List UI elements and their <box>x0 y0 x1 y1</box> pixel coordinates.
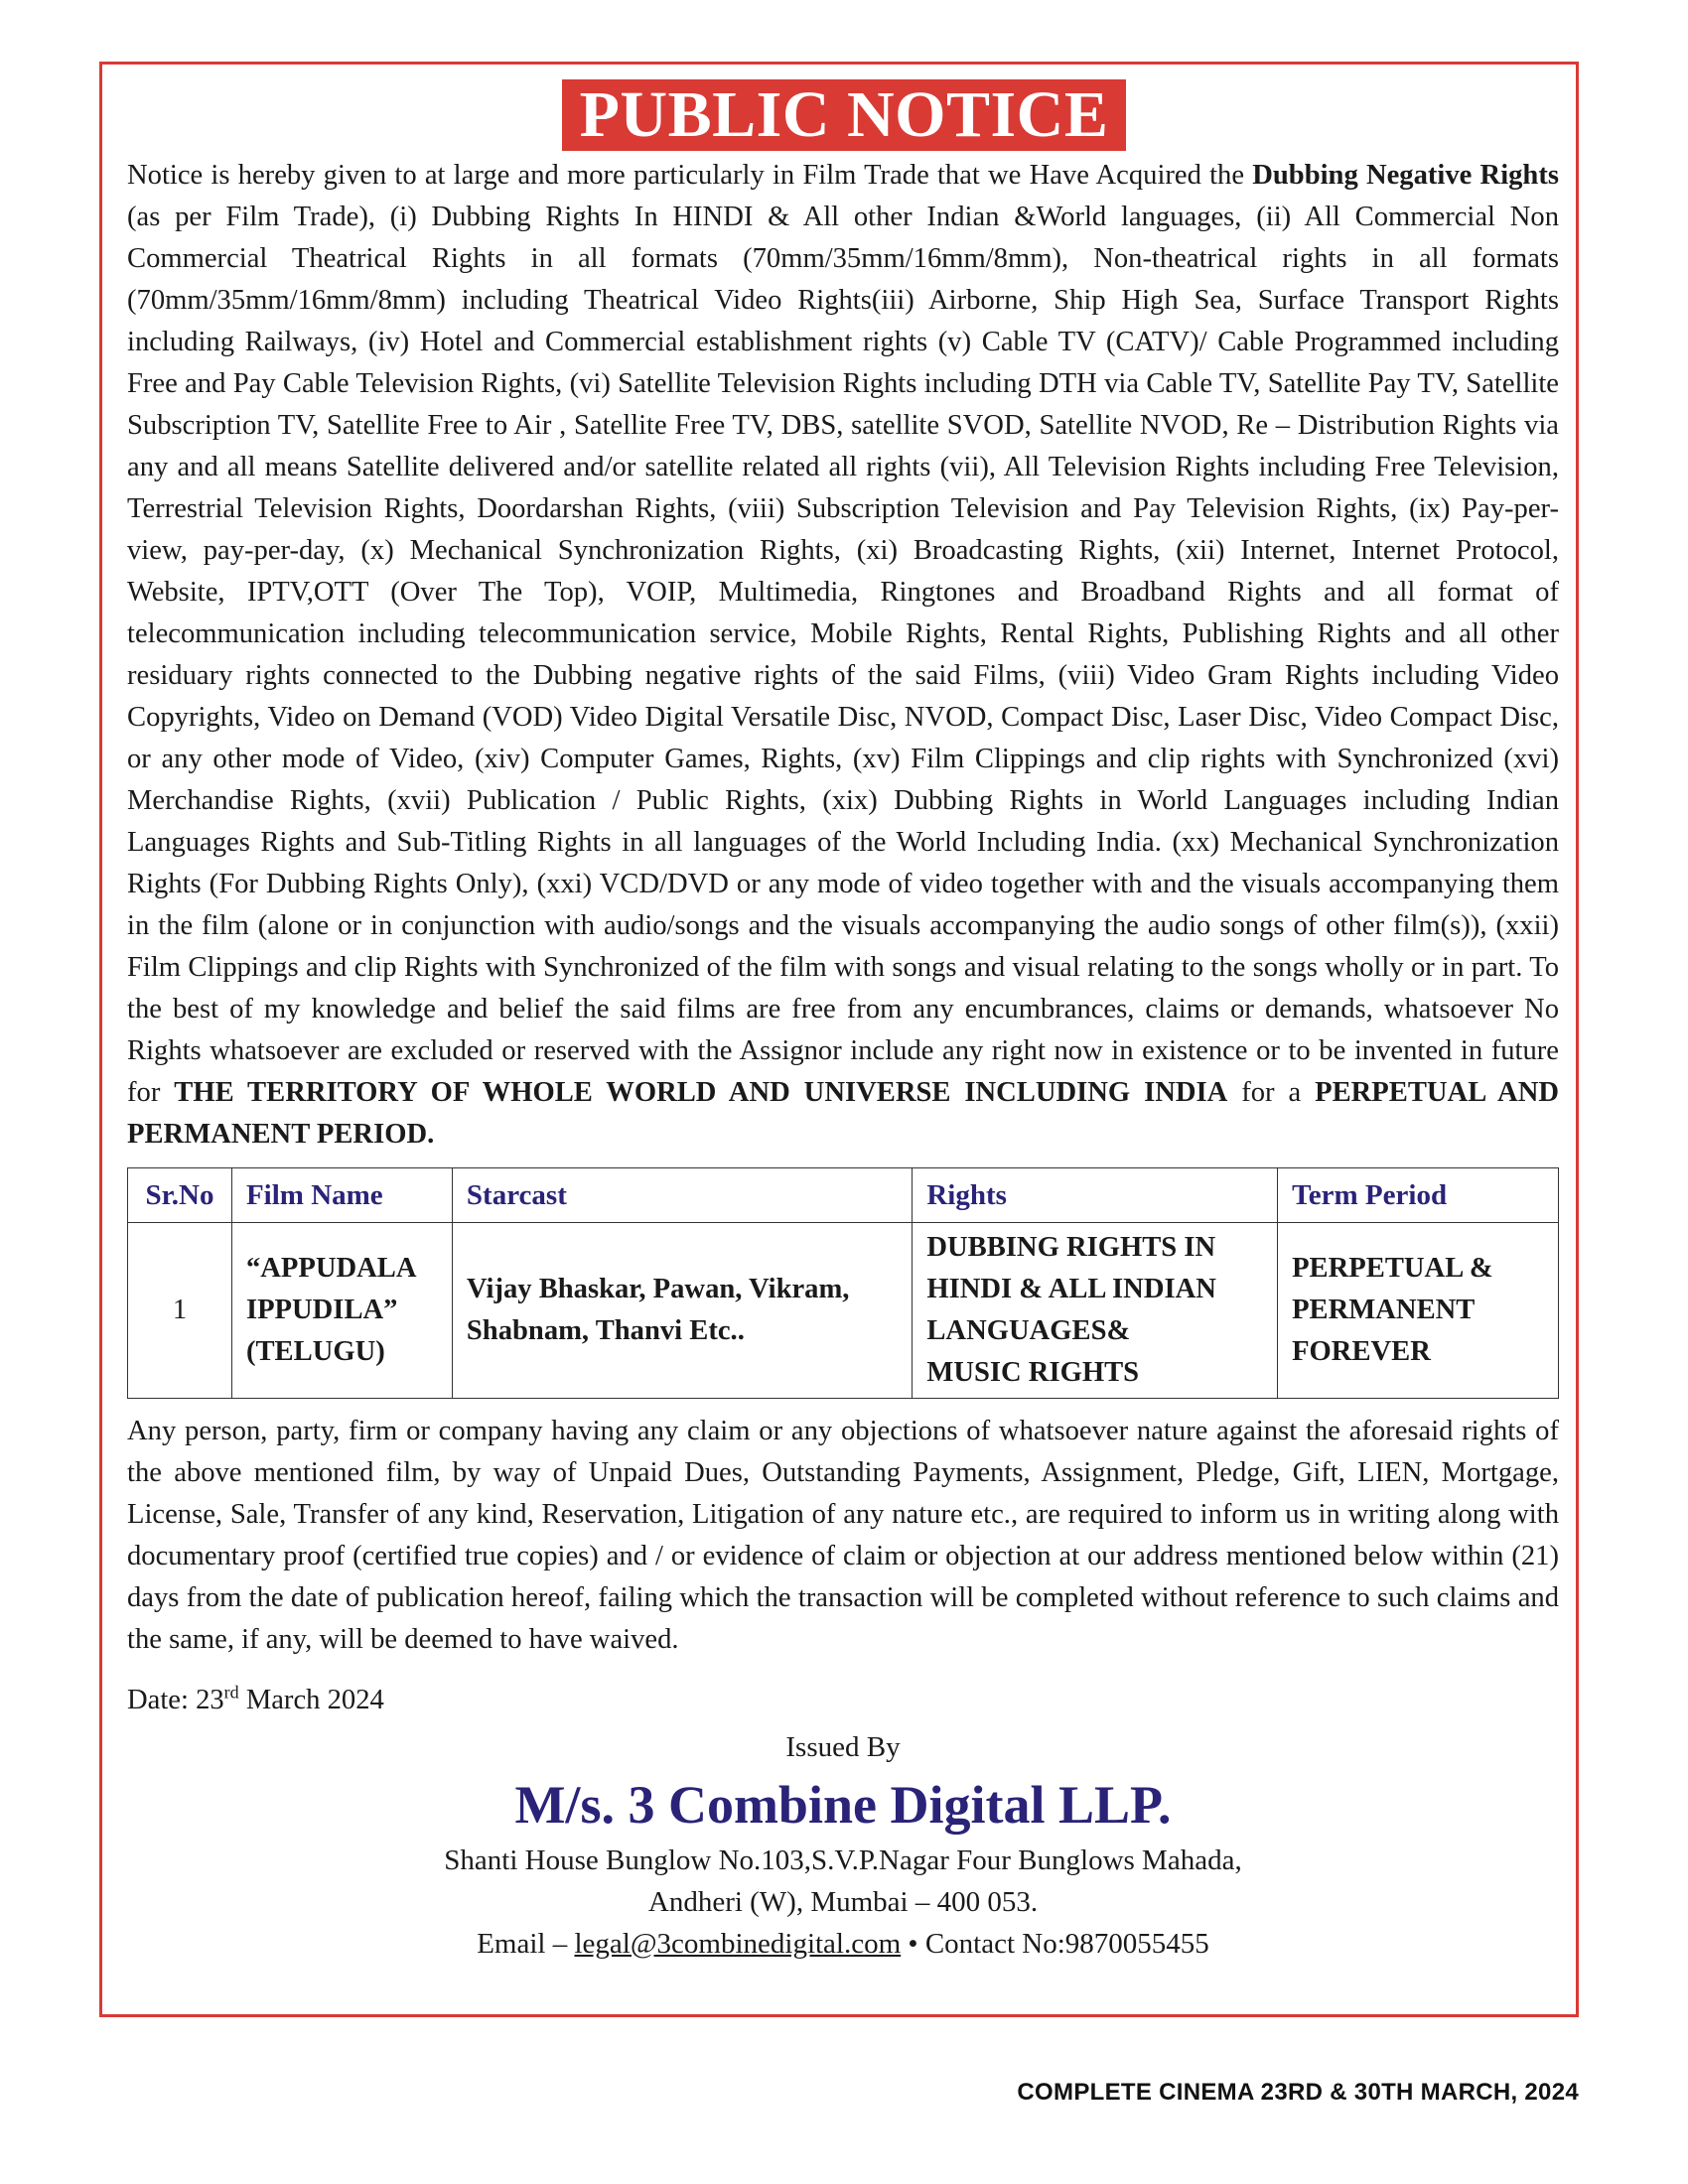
table-header-row <box>128 1168 1559 1223</box>
rights-bold-3: PERPETUAL AND PERMANENT PERIOD. <box>127 1077 1559 1150</box>
rights-line: HINDI & ALL INDIAN <box>926 1274 1216 1304</box>
email-label: Email – <box>477 1928 575 1960</box>
term-line: PERMANENT <box>1292 1295 1476 1325</box>
header-term-period: Term Period <box>1278 1168 1559 1223</box>
contact-number: • Contact No:9870055455 <box>901 1928 1209 1960</box>
objection-paragraph: Any person, party, firm or company having any claim or any objections of whatsoever nature against the aforesaid rights of the above mentioned film, by way of Unpaid Dues, Outstanding Payments, Assignment, Pledge, Gift, LIEN, Mortgage, License, Sale, Transfer of any kind, Reservation, Litigation of any nature etc., are required to inform us in writing along with documentary proof (certified true copies) and / or evidence of claim or objection at our address mentioned below within (21) days from the date of publication hereof, failing which the transaction will be completed without reference to such claims and the same, if any, will be deemed to have waived. <box>127 1416 1559 1655</box>
rights-line: DUBBING RIGHTS IN <box>926 1232 1216 1263</box>
term-line: FOREVER <box>1292 1336 1431 1367</box>
address-line-1: Shanti House Bunglow No.103,S.V.P.Nagar Four Bunglows Mahada, <box>444 1844 1242 1876</box>
rights-bold-1: Dubbing Negative Rights <box>1252 160 1559 191</box>
publication-footer: COMPLETE CINEMA 23RD & 30TH MARCH, 2024 <box>1017 2079 1579 2106</box>
contact-line <box>127 1923 1559 1965</box>
address-line-2: Andheri (W), Mumbai – 400 053. <box>647 1886 1039 1918</box>
notice-date <box>127 1681 1559 1720</box>
header-film-name: Film Name <box>231 1168 452 1223</box>
film-name-line: (TELUGU) <box>245 1336 385 1367</box>
cell-film-name <box>231 1223 452 1399</box>
rights-text-1: Notice is hereby given to at large and more particularly in Film Trade that we Have Acquired the <box>127 160 1253 191</box>
rights-text-3: for a <box>1227 1077 1316 1108</box>
rights-line: LANGUAGES& <box>926 1315 1131 1346</box>
cell-sr-no: 1 <box>128 1223 232 1399</box>
cell-term-period <box>1278 1223 1559 1399</box>
term-line: PERPETUAL & <box>1292 1253 1493 1284</box>
starcast-line: Shabnam, Thanvi Etc.. <box>466 1315 745 1346</box>
starcast-line: Vijay Bhaskar, Pawan, Vikram, <box>466 1274 850 1304</box>
table-row <box>128 1223 1559 1399</box>
header-starcast: Starcast <box>452 1168 912 1223</box>
cell-starcast <box>452 1223 912 1399</box>
date-prefix: Date: 23 <box>127 1685 224 1715</box>
header-sr-no: Sr.No <box>128 1168 232 1223</box>
rights-text-2: (as per Film Trade), (i) Dubbing Rights In HINDI & All other Indian &World languages, (ii) All Commercial Non Commercial Theatrical Rights in all formats (70mm/35mm/16mm/8mm), Non-theatrical rights in all formats (70mm/35mm/16mm/8mm) including Theatrical Video Rights(iii) Airborne, Ship High Sea, Surface Transport Rights including Railways, (iv) Hotel and Commercial establishment rights (v) Cable TV (CATV)/ Cable Programmed including Free and Pay Cable Television Rights, (vi) Satellite Television Rights including DTH via Cable TV, Satellite Pay TV, Satellite Subscription TV, Satellite Free to Air , Satellite Free TV, DBS, satellite SVOD, Satellite NVOD, Re – Distribution Rights via any and all means Satellite delivered and/or satellite related all rights (vii), All Television Rights including Free Television, Terrestrial Television Rights, Doordarshan Rights, (viii) Subscription Television and Pay Television Rights, (ix) Pay-per-view, pay-per-day, (x) Mechanical Synchronization Rights, (xi) Broadcasting Rights, (xii) Internet, Internet Protocol, Website, IPTV,OTT (Over The Top), VOIP, Multimedia, Ringtones and Broadband Rights and all format of telecommunication including telecommunication service, Mobile Rights, Rental Rights, Publishing Rights and all other residuary rights connected to the Dubbing negative rights of the said Films, (viii) Video Gram Rights including Video Copyrights, Video on Demand (VOD) Video Digital Versatile Disc, NVOD, Compact Disc, Laser Disc, Video Compact Disc, or any other mode of Video, (xiv) Computer Games, Rights, (xv) Film Clippings and clip rights with Synchronized (xvi) Merchandise Rights, (xvii) Publication / Public Rights, (xix) Dubbing Rights in World Languages including Indian Languages Rights and Sub-Titling Rights in all languages of the World Including India. (xx) Mechanical Synchronization Rights (For Dubbing Rights Only), (xxi) VCD/DVD or any mode of video together with and the visuals accompanying them in the film (alone or in conjunction with audio/songs and the visuals accompanying the audio songs of other film(s)), (xxii) Film Clippings and clip Rights with Synchronized of the film with songs and visual relating to the songs wholly or in part. To the best of my knowledge and belief the said films are free from any encumbrances, claims or demands, whatsoever No Rights whatsoever are excluded or reserved with the Assignor include any right now in existence or to be invented in future for <box>127 202 1559 1108</box>
issued-by-label: Issued By <box>785 1731 901 1763</box>
header-rights: Rights <box>913 1168 1278 1223</box>
title-wrapper <box>0 79 1688 151</box>
rights-bold-2: THE TERRITORY OF WHOLE WORLD AND UNIVERSE INCLUDING INDIA <box>174 1077 1228 1108</box>
film-name-line: “APPUDALA <box>245 1253 417 1284</box>
film-name-line: IPPUDILA” <box>245 1295 398 1325</box>
company-name: M/s. 3 Combine Digital LLP. <box>514 1775 1172 1835</box>
date-suffix-sup: rd <box>223 1682 239 1703</box>
notice-content <box>127 155 1559 1965</box>
email-link[interactable]: legal@3combinedigital.com <box>574 1928 902 1960</box>
rights-line: MUSIC RIGHTS <box>926 1357 1140 1388</box>
cell-rights <box>913 1223 1278 1399</box>
notice-title: PUBLIC NOTICE <box>562 79 1127 151</box>
film-rights-table <box>127 1167 1559 1399</box>
date-month-year: March 2024 <box>238 1685 384 1715</box>
rights-paragraph <box>127 155 1559 1156</box>
